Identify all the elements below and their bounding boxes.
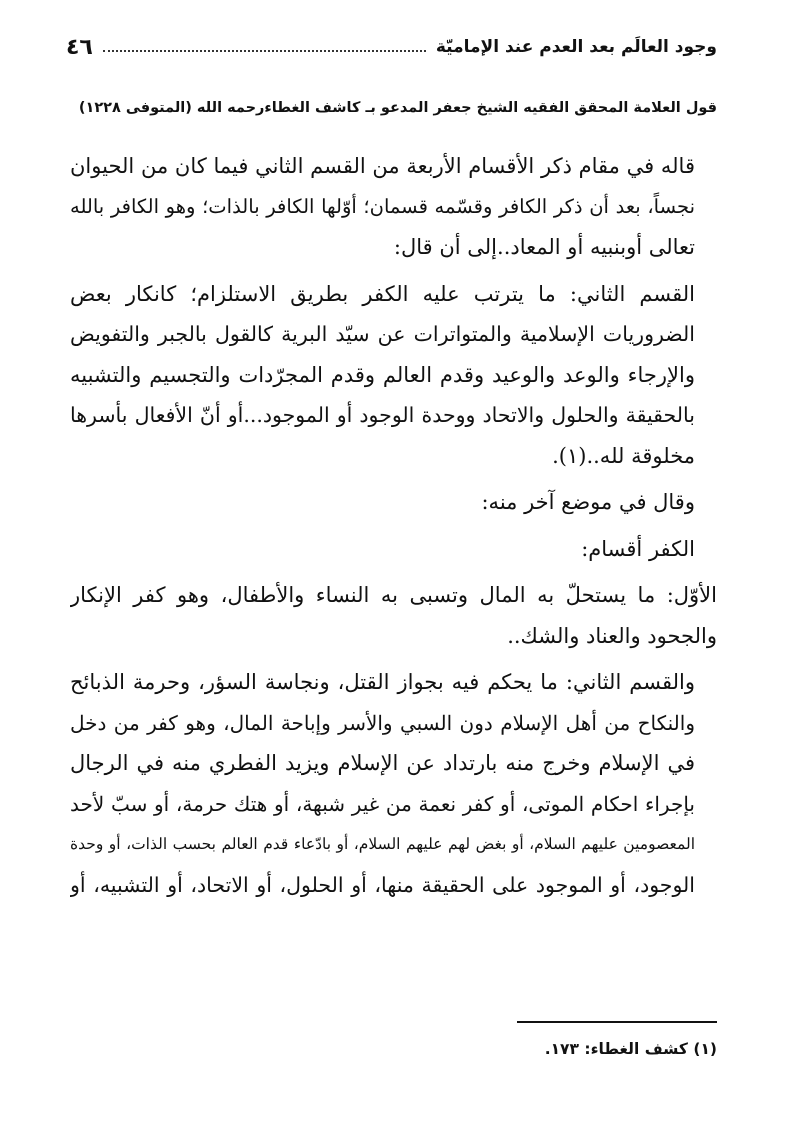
- dotted-leader: [103, 42, 426, 52]
- running-title: وجود العالَم بعد العدم عند الإماميّة: [435, 37, 717, 57]
- text-line: نجساً، بعد أن ذكر الكافر وقسّمه قسمان؛ أوّلها الكافر بالذات؛ وهو الكافر بالله: [70, 194, 695, 218]
- text-line: بإجراء احكام الموتى، أو كفر نعمة من غير شبهة، أو هتك حرمة، أو سبّ لأحد: [70, 791, 695, 816]
- paragraph-6: [70, 662, 717, 905]
- paragraph-5: [70, 575, 717, 656]
- text-line: مخلوقة لله..(١).: [552, 443, 695, 468]
- paragraph-4: [70, 529, 717, 570]
- text-line: في الإسلام وخرج منه بارتداد عن الإسلام ويزيد الفطري منه في الرجال: [70, 751, 695, 775]
- text-line: الأوّل: ما يستحلّ به المال وتسبى به النساء والأطفال، وهو كفر الإنكار: [70, 583, 717, 607]
- text-line: والنكاح من أهل الإسلام دون السبي والأسر وإباحة المال، وهو كفر من دخل: [70, 710, 695, 735]
- text-line: القسم الثاني: ما يترتب عليه الكفر بطريق الاستلزام؛ كانكار بعض: [70, 281, 695, 306]
- text-line: الكفر أقسام:: [581, 536, 695, 561]
- text-line: والقسم الثاني: ما يحكم فيه بجواز القتل، ونجاسة السؤر، وحرمة الذبائح: [70, 670, 695, 694]
- text-line: والإرجاء والوعد والوعيد وقدم العالم وقدم المجرّدات والتجسيم والتشبيه: [70, 362, 695, 387]
- paragraph-3: [70, 482, 717, 523]
- footnote-divider: [517, 1021, 717, 1023]
- text-line: والجحود والعناد والشك..: [507, 623, 717, 648]
- text-line: تعالى أوبنبيه أو المعاد..إلى أن قال:: [393, 235, 695, 259]
- footnote: (١) كشف الغطاء: ١٧٣.: [544, 1040, 717, 1058]
- paragraph-2: [70, 274, 717, 477]
- section-heading: قول العلامة المحقق الفقيه الشيخ جعفر المدعو بـ كاشف الغطاءرحمه الله (المتوفى ١٢٢٨): [78, 100, 717, 116]
- paragraph-1: [70, 146, 717, 268]
- running-header: [66, 32, 717, 62]
- body-text: [70, 146, 717, 911]
- page-number: ٤٦: [66, 34, 93, 60]
- text-line: الوجود، أو الموجود على الحقيقة منها، أو الحلول، أو الاتحاد، أو التشبيه، أو: [70, 872, 695, 897]
- text-line: المعصومين عليهم السلام، أو بغض لهم عليهم السلام، أو بادّعاء قدم العالم بحسب الذات، أو وحدة: [70, 835, 695, 853]
- text-line: الضروريات الإسلامية والمتواترات عن سيّد البرية كالقول بالجبر والتفويض: [70, 322, 695, 346]
- text-line: بالحقيقة والحلول والاتحاد ووحدة الوجود أو الموجود...أو أنّ الأفعال بأسرها: [70, 403, 695, 427]
- text-line: وقال في موضع آخر منه:: [481, 490, 695, 514]
- text-line: قاله في مقام ذكر الأقسام الأربعة من القسم الثاني فيما كان من الحيوان: [70, 154, 695, 178]
